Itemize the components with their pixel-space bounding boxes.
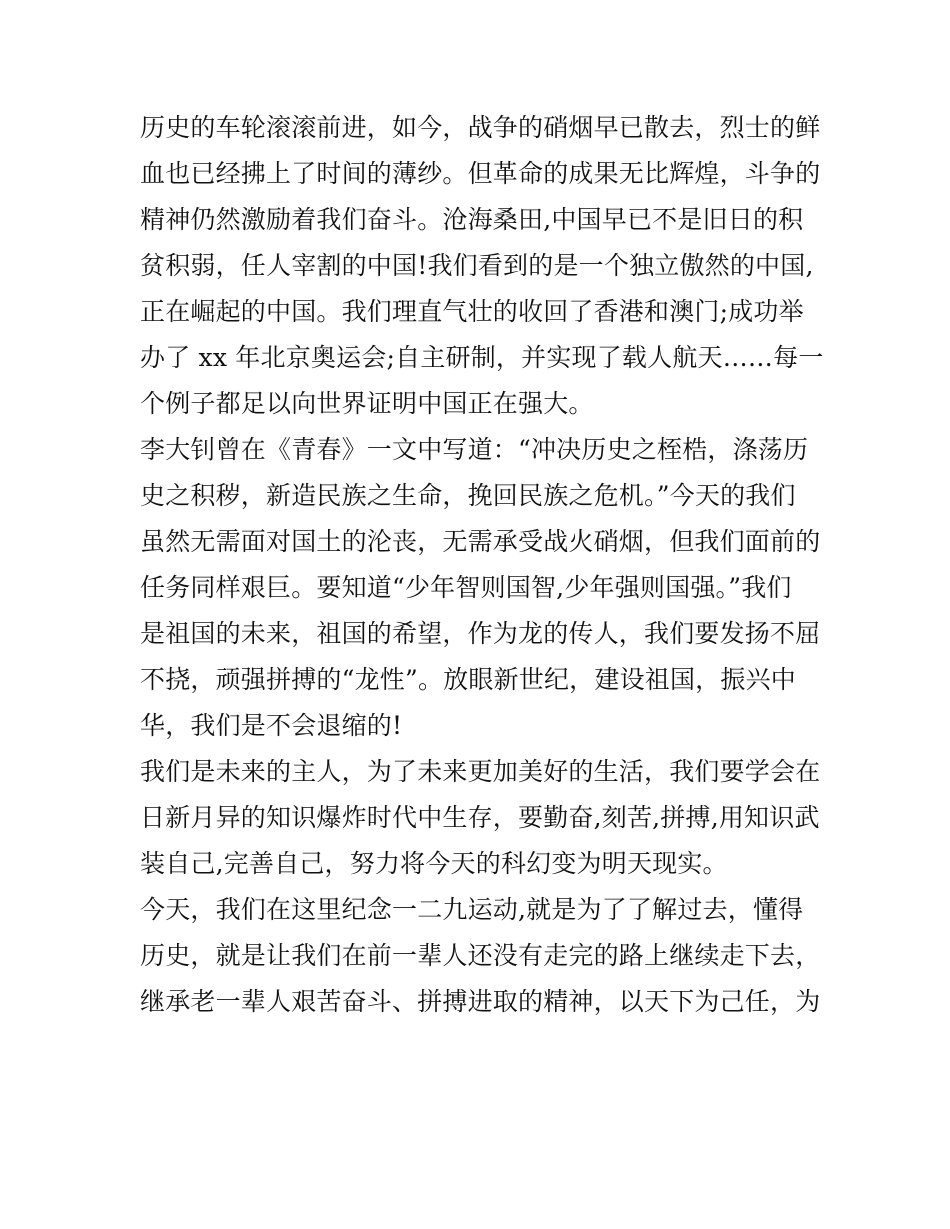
text-line: 华，我们是不会退缩的! (140, 711, 403, 740)
text-line: 血也已经拂上了时间的薄纱。但革命的成果无比辉煌，斗争的 (140, 159, 821, 188)
text-line: 任务同样艰巨。要知道“少年智则国智,少年强则国强。”我们 (140, 573, 792, 602)
text-line: 虽然无需面对国土的沦丧，无需承受战火硝烟，但我们面前的 (140, 527, 821, 556)
text-line: 李大钊曾在《青春》一文中写道：“冲决历史之桎梏，涤荡历 (140, 435, 809, 464)
text-line: 历史，就是让我们在前一辈人还没有走完的路上继续走下去， (140, 941, 821, 970)
text-line: 装自己,完善自己，努力将今天的科幻变为明天现实。 (140, 849, 728, 878)
text-line: 正在崛起的中国。我们理直气壮的收回了香港和澳门;成功举 (140, 297, 804, 326)
text-line: 我们是未来的主人，为了未来更加美好的生活，我们要学会在 (140, 757, 821, 786)
text-line: 今天，我们在这里纪念一二九运动,就是为了了解过去，懂得 (140, 895, 804, 924)
text-line: 贫积弱，任人宰割的中国!我们看到的是一个独立傲然的中国, (140, 251, 814, 280)
text-line: 办了 xx 年北京奥运会;自主研制，并实现了载人航天……每一 (140, 343, 824, 372)
text-line: 日新月异的知识爆炸时代中生存，要勤奋,刻苦,拼搏,用知识武 (140, 803, 820, 832)
paragraph-4 (140, 887, 820, 1025)
text-line: 继承老一辈人艰苦奋斗、拼搏进取的精神，以天下为己任，为 (140, 987, 821, 1016)
text-line: 不挠，顽强拼搏的“龙性”。放眼新世纪，建设祖国，振兴中 (140, 665, 796, 694)
text-line: 是祖国的未来，祖国的希望，作为龙的传人，我们要发扬不屈 (140, 619, 821, 648)
document-body (140, 105, 824, 1025)
paragraph-2 (140, 427, 820, 749)
text-line: 历史的车轮滚滚前进，如今，战争的硝烟早已散去，烈士的鲜 (140, 113, 821, 142)
paragraph-1 (140, 105, 824, 427)
text-line: 个例子都足以向世界证明中国正在强大。 (140, 389, 594, 418)
text-line: 史之积秽，新造民族之生命，挽回民族之危机。”今天的我们 (140, 481, 796, 510)
text-line: 精神仍然激励着我们奋斗。沧海桑田,中国早已不是旧日的积 (140, 205, 804, 234)
paragraph-3 (140, 749, 820, 887)
